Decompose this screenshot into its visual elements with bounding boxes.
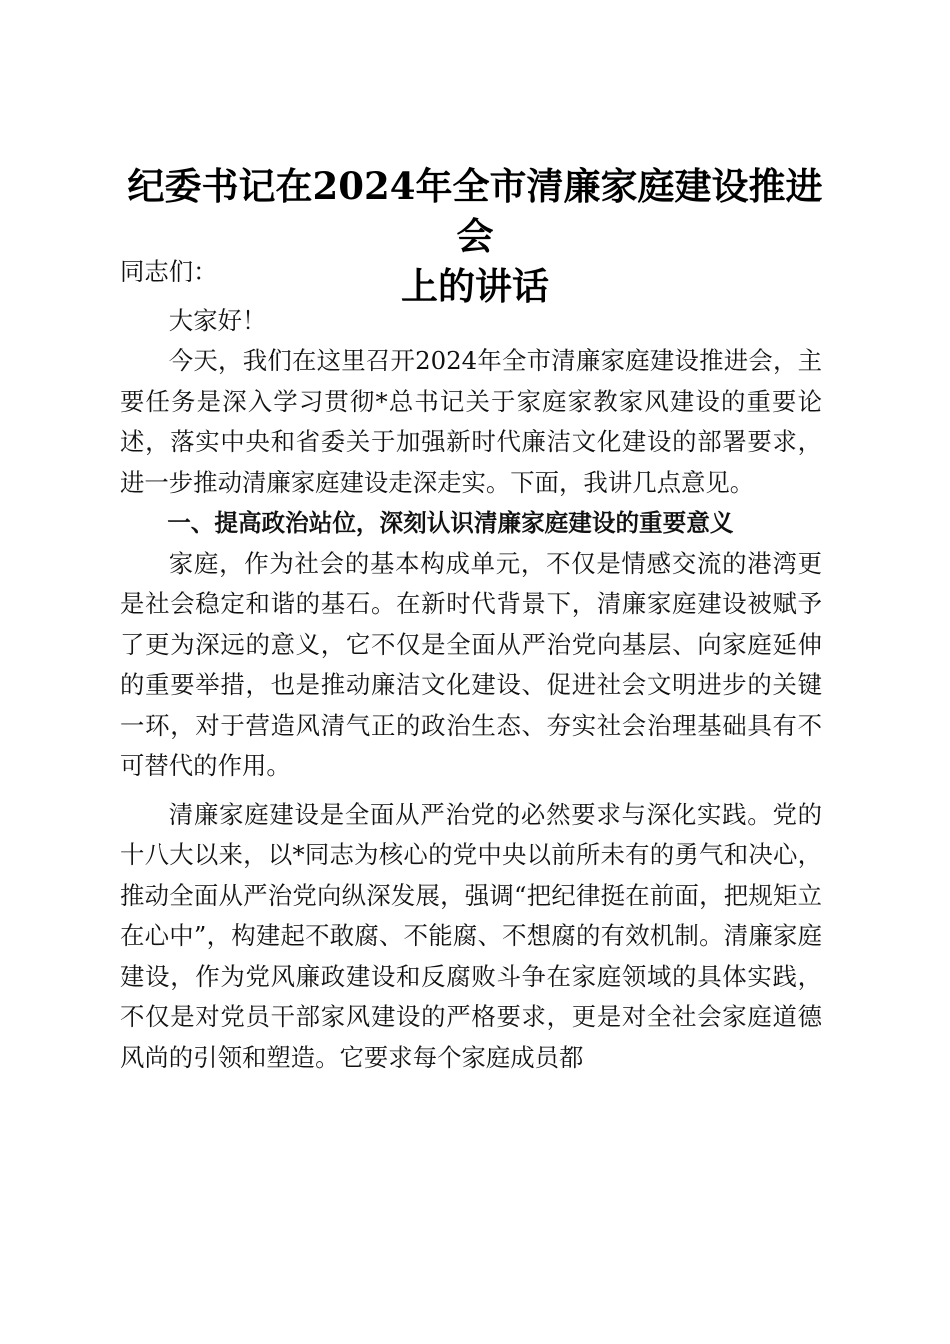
greeting: 大家好！ [168, 305, 267, 335]
salutation: 同志们： [120, 257, 218, 286]
title-line-2: 上的讲话 [401, 263, 549, 308]
paragraph-2: 清廉家庭建设是全面从严治党的必然要求与深化实践。党的十八大以来，以*同志为核心的党中央以前所未有的勇气和决心，推动全面从严治党向纵深发展，强调“把纪律挺在前面，把规矩立在心中”，构建起不敢腐、不能腐、不想腐的有效机制。清廉家庭建设，作为党风廉政建设和反腐败斗争在家庭领域的具体实践，不仅是对党员干部家风建设的严格要求，更是对全社会家庭道德风尚的引领和塑造。它要求每个家庭成员都 [120, 799, 822, 1072]
section-heading-1: 一、提高政治站位，深刻认识清廉家庭建设的重要意义 [167, 509, 734, 537]
title-line-1: 纪委书记在2024年全市清廉家庭建设推进会 [127, 163, 823, 258]
document-body [120, 252, 822, 1078]
paragraph-1: 家庭，作为社会的基本构成单元，不仅是情感交流的港湾更是社会稳定和谐的基石。在新时代背景下，清廉家庭建设被赋予了更为深远的意义，它不仅是全面从严治党向基层、向家庭延伸的重要举措，也是推动廉洁文化建设、促进社会文明进步的关键一环，对于营造风清气正的政治生态、夯实社会治理基础具有不可替代的作用。 [120, 548, 822, 780]
intro-paragraph: 今天，我们在这里召开2024年全市清廉家庭建设推进会，主要任务是深入学习贯彻*总书记关于家庭家教家风建设的重要论述，落实中央和省委关于加强新时代廉洁文化建设的部署要求，进一步推动清廉家庭建设走深走实。下面，我讲几点意见。 [120, 346, 822, 497]
